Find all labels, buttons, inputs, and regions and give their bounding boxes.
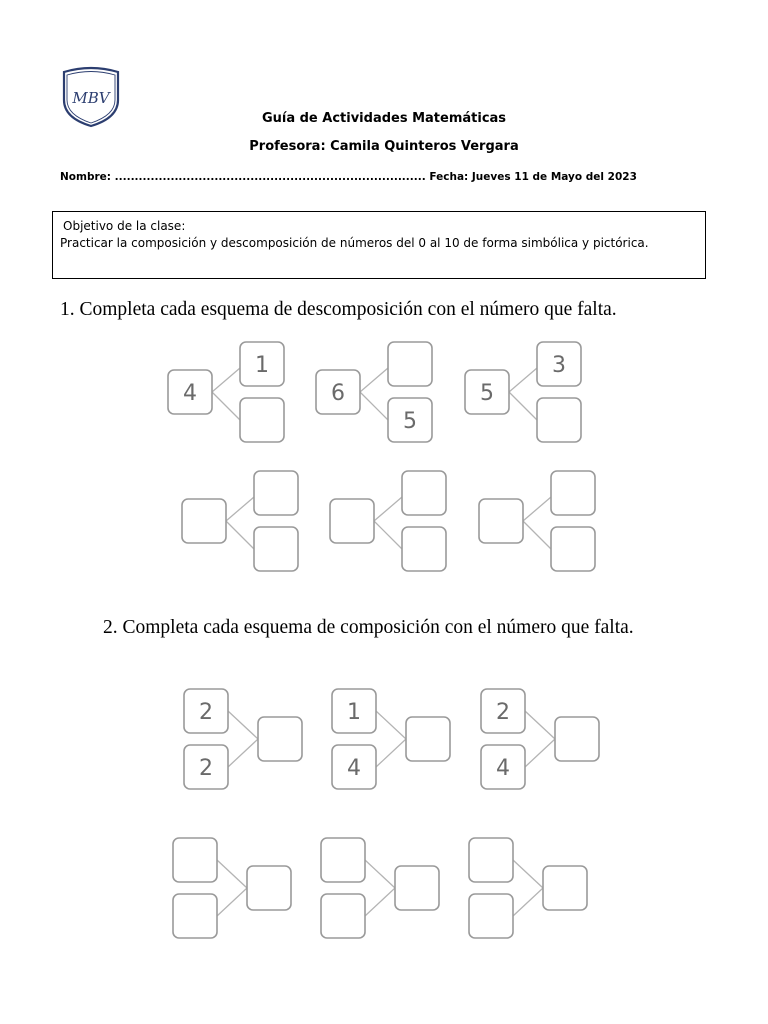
branch-lines bbox=[523, 497, 551, 549]
joining-lines bbox=[376, 711, 406, 767]
bottom-part-box[interactable] bbox=[240, 398, 284, 442]
decomposition-scheme bbox=[328, 469, 452, 575]
teacher-name: Profesora: Camila Quinteros Vergara bbox=[249, 139, 519, 154]
top-part-box[interactable] bbox=[173, 838, 217, 882]
branch-lines bbox=[509, 368, 537, 420]
bottom-part-box[interactable] bbox=[254, 527, 298, 571]
composition-scheme bbox=[319, 836, 443, 942]
bottom-part-number: 5 bbox=[403, 409, 417, 434]
decomposition-scheme bbox=[477, 469, 601, 575]
objective-heading: Objetivo de la clase: bbox=[63, 219, 186, 233]
decomposition-scheme bbox=[180, 469, 304, 575]
bottom-part-number: 2 bbox=[199, 756, 213, 781]
composition-scheme bbox=[182, 687, 306, 793]
top-part-number: 1 bbox=[255, 353, 269, 378]
top-part-box[interactable] bbox=[388, 342, 432, 386]
top-part-number: 2 bbox=[199, 700, 213, 725]
composition-scheme bbox=[171, 836, 295, 942]
whole-box[interactable] bbox=[543, 866, 587, 910]
whole-box[interactable] bbox=[258, 717, 302, 761]
objective-box bbox=[52, 211, 706, 279]
top-part-box[interactable] bbox=[469, 838, 513, 882]
bottom-part-box[interactable] bbox=[173, 894, 217, 938]
bottom-part-number: 4 bbox=[347, 756, 361, 781]
branch-lines bbox=[360, 368, 388, 420]
branch-lines bbox=[226, 497, 254, 549]
exercise-1-prompt: 1. Completa cada esquema de descomposición con el número que falta. bbox=[60, 299, 617, 320]
bottom-part-box[interactable] bbox=[537, 398, 581, 442]
whole-box[interactable] bbox=[395, 866, 439, 910]
top-part-number: 1 bbox=[347, 700, 361, 725]
whole-box[interactable] bbox=[330, 499, 374, 543]
worksheet-title: Guía de Actividades Matemáticas bbox=[261, 111, 507, 126]
logo-text: MBV bbox=[72, 89, 110, 107]
whole-box[interactable] bbox=[555, 717, 599, 761]
joining-lines bbox=[365, 860, 395, 916]
top-part-box[interactable] bbox=[254, 471, 298, 515]
decomposition-scheme bbox=[314, 340, 438, 446]
bottom-part-number: 4 bbox=[496, 756, 510, 781]
composition-scheme bbox=[330, 687, 454, 793]
whole-number: 5 bbox=[480, 381, 494, 406]
joining-lines bbox=[228, 711, 258, 767]
bottom-part-box[interactable] bbox=[402, 527, 446, 571]
whole-box[interactable] bbox=[479, 499, 523, 543]
joining-lines bbox=[525, 711, 555, 767]
top-part-box[interactable] bbox=[321, 838, 365, 882]
joining-lines bbox=[217, 860, 247, 916]
whole-box[interactable] bbox=[182, 499, 226, 543]
branch-lines bbox=[374, 497, 402, 549]
whole-box[interactable] bbox=[406, 717, 450, 761]
branch-lines bbox=[212, 368, 240, 420]
whole-box[interactable] bbox=[247, 866, 291, 910]
bottom-part-box[interactable] bbox=[551, 527, 595, 571]
name-date-line: Nombre: .............................................................................. Fecha: Jueves 11 de Mayo del 2023 bbox=[60, 171, 637, 183]
decomposition-scheme bbox=[166, 340, 290, 446]
bottom-part-box[interactable] bbox=[321, 894, 365, 938]
exercise-2-prompt: 2. Completa cada esquema de composición con el número que falta. bbox=[103, 617, 634, 638]
objective-text: Practicar la composición y descomposición de números del 0 al 10 de forma simbólica y pictórica. bbox=[60, 236, 649, 250]
top-part-box[interactable] bbox=[402, 471, 446, 515]
composition-scheme bbox=[479, 687, 603, 793]
composition-scheme bbox=[467, 836, 591, 942]
whole-number: 6 bbox=[331, 381, 345, 406]
top-part-box[interactable] bbox=[551, 471, 595, 515]
whole-number: 4 bbox=[183, 381, 197, 406]
top-part-number: 2 bbox=[496, 700, 510, 725]
top-part-number: 3 bbox=[552, 353, 566, 378]
bottom-part-box[interactable] bbox=[469, 894, 513, 938]
decomposition-scheme bbox=[463, 340, 587, 446]
joining-lines bbox=[513, 860, 543, 916]
